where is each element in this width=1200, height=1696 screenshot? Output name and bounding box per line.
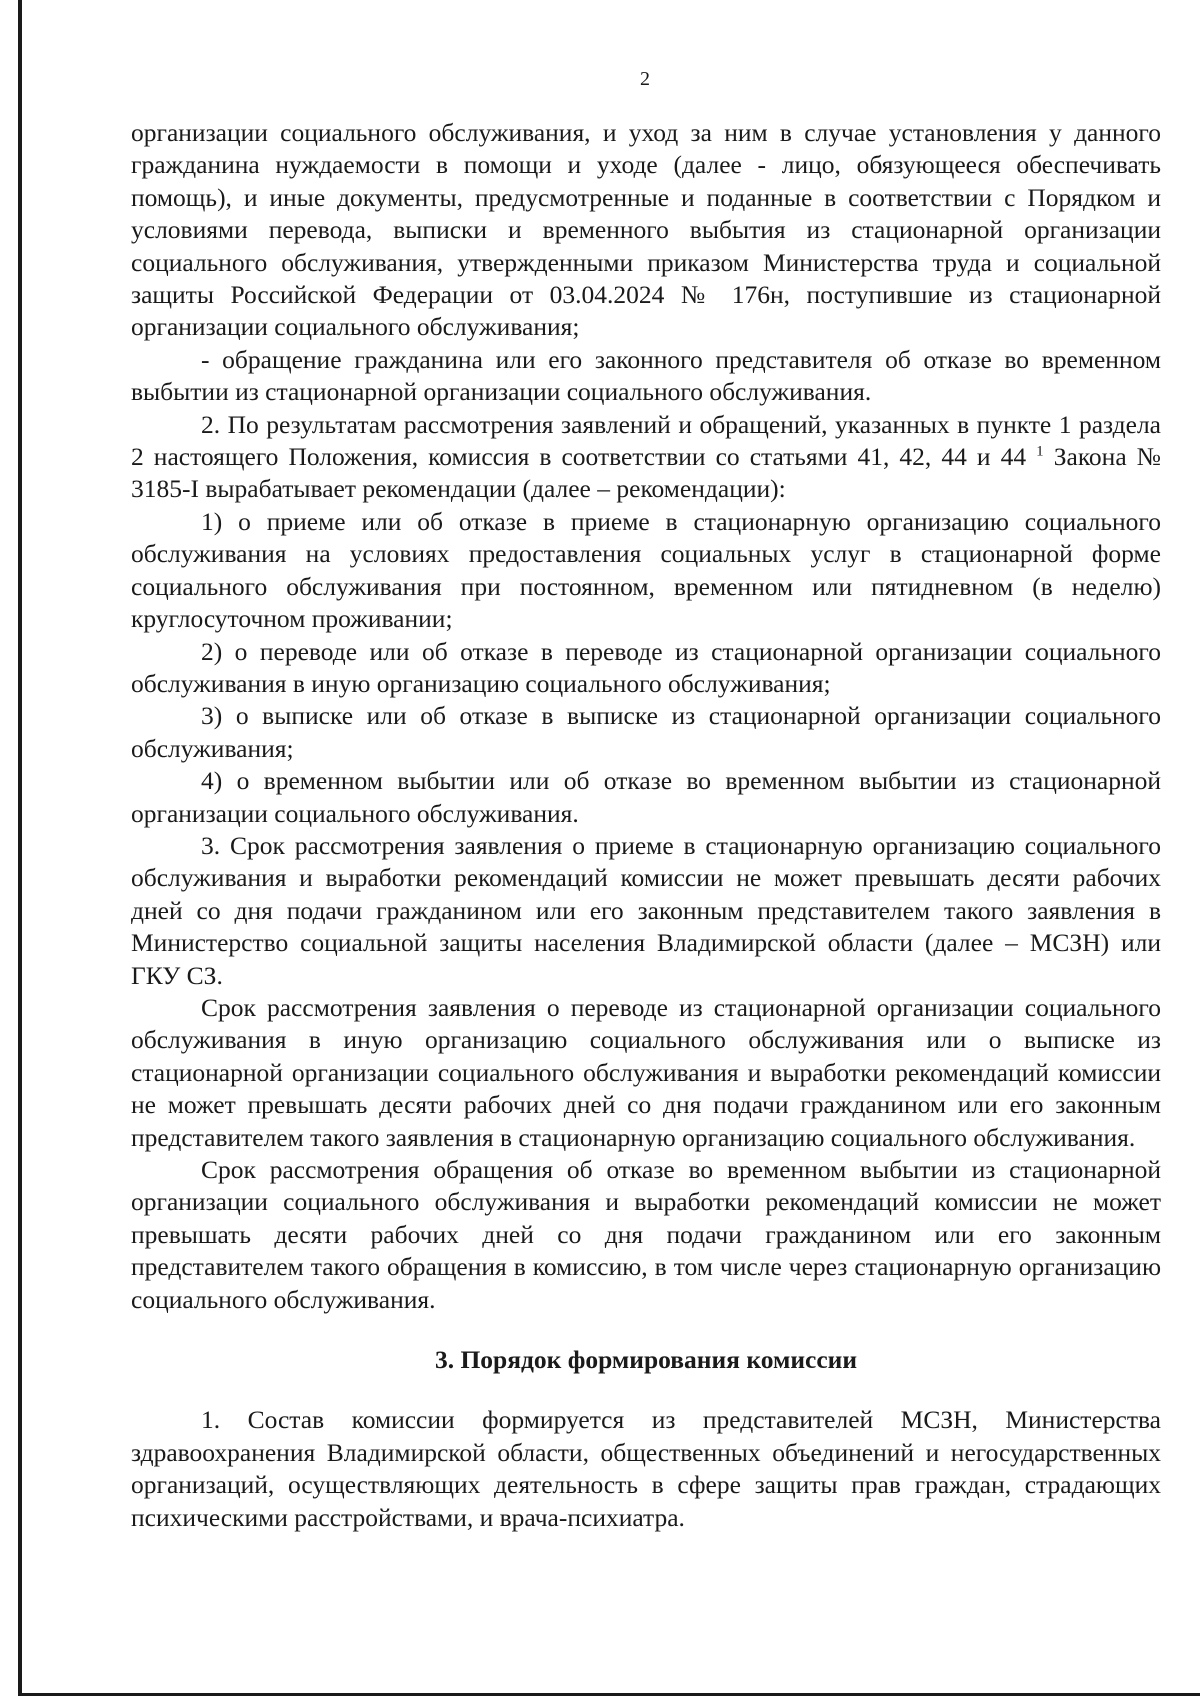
- list-item-admission: 1) о приеме или об отказе в приеме в стационарную организацию социального обслуживания на условиях предоставления социальных услуг в стационарной форме социального обслуживания при постоянном, временном или пятидневном (в неделю) круглосуточном проживании;: [131, 506, 1161, 634]
- recommendations-text-start: 2. По результатам рассмотрения заявлений и обращений, указанных в пункте 1 раздела 2 настоящего Положения, комиссия в соответствии со статьями 41, 42, 44 и 44: [131, 409, 1161, 472]
- document-body: [131, 117, 1161, 1534]
- list-item-temporary-leave: 4) о временном выбытии или об отказе во временном выбытии из стационарной организации социального обслуживания.: [131, 766, 1161, 828]
- page-number: 2: [640, 68, 650, 90]
- section-heading: 3. Порядок формирования комиссии: [434, 1345, 858, 1375]
- paragraph-term-transfer: Срок рассмотрения заявления о переводе из стационарной организации социального обслуживания в иную организацию социального обслуживания или о выписке из стационарной организации социального обслуживания и выработки рекомендаций комиссии не может превышать десяти рабочих дней со дня подачи гражданином или его законным представителем такого заявления в стационарную организацию социального обслуживания.: [131, 992, 1161, 1152]
- paragraph-term-appeal: Срок рассмотрения обращения об отказе во временном выбытии из стационарной организации социального обслуживания и выработки рекомендаций комиссии не может превышать десяти рабочих дней со дня подачи гражданином или его законным представителем такого обращения в комиссию, в том числе через стационарную организацию социального обслуживания.: [131, 1155, 1161, 1314]
- superscript-footnote: 1: [1036, 443, 1044, 460]
- paragraph-continuation: организации социального обслуживания, и уход за ним в случае установления у данного гражданина нуждаемости в помощи и уходе (далее - лицо, обязующееся обеспечивать помощь), и иные документы, предусмотренные и поданные в соответствии с Порядком и условиями перевода, выписки и временного выбытия из стационарной организации социального обслуживания, утвержденными приказом Министерства труда и социальной защиты Российской Федерации от 03.04.2024 № 176н, поступившие из стационарной организации социального обслуживания;: [131, 118, 1161, 342]
- list-item-transfer: 2) о переводе или об отказе в переводе из стационарной организации социального обслуживания в иную организацию социального обслуживания;: [131, 636, 1161, 698]
- scan-edge-left: [18, 0, 22, 1696]
- list-item-discharge: 3) о выписке или об отказе в выписке из стационарной организации социального обслуживания;: [131, 701, 1161, 763]
- paragraph-commission-composition: 1. Состав комиссии формируется из представителей МСЗН, Министерства здравоохранения Владимирской области, общественных объединений и негосударственных организаций, осуществляющих деятельность в сфере защиты прав граждан, страдающих психическими расстройствами, и врача-психиатра.: [131, 1405, 1161, 1532]
- paragraph-recommendations: [131, 409, 1161, 506]
- paragraph-term-admission: 3. Срок рассмотрения заявления о приеме в стационарную организацию социального обслуживания и выработки рекомендаций комиссии не может превышать десяти рабочих дней со дня подачи гражданином или его законным представителем такого заявления в Министерство социальной защиты населения Владимирской области (далее – МСЗН) или ГКУ СЗ.: [131, 830, 1161, 990]
- paragraph-appeal: - обращение гражданина или его законного представителя об отказе во временном выбытии из стационарной организации социального обслуживания.: [131, 344, 1161, 407]
- recommendations-text-end: Закона № 3185-I вырабатывает рекомендации (далее – рекомендации):: [131, 442, 1162, 504]
